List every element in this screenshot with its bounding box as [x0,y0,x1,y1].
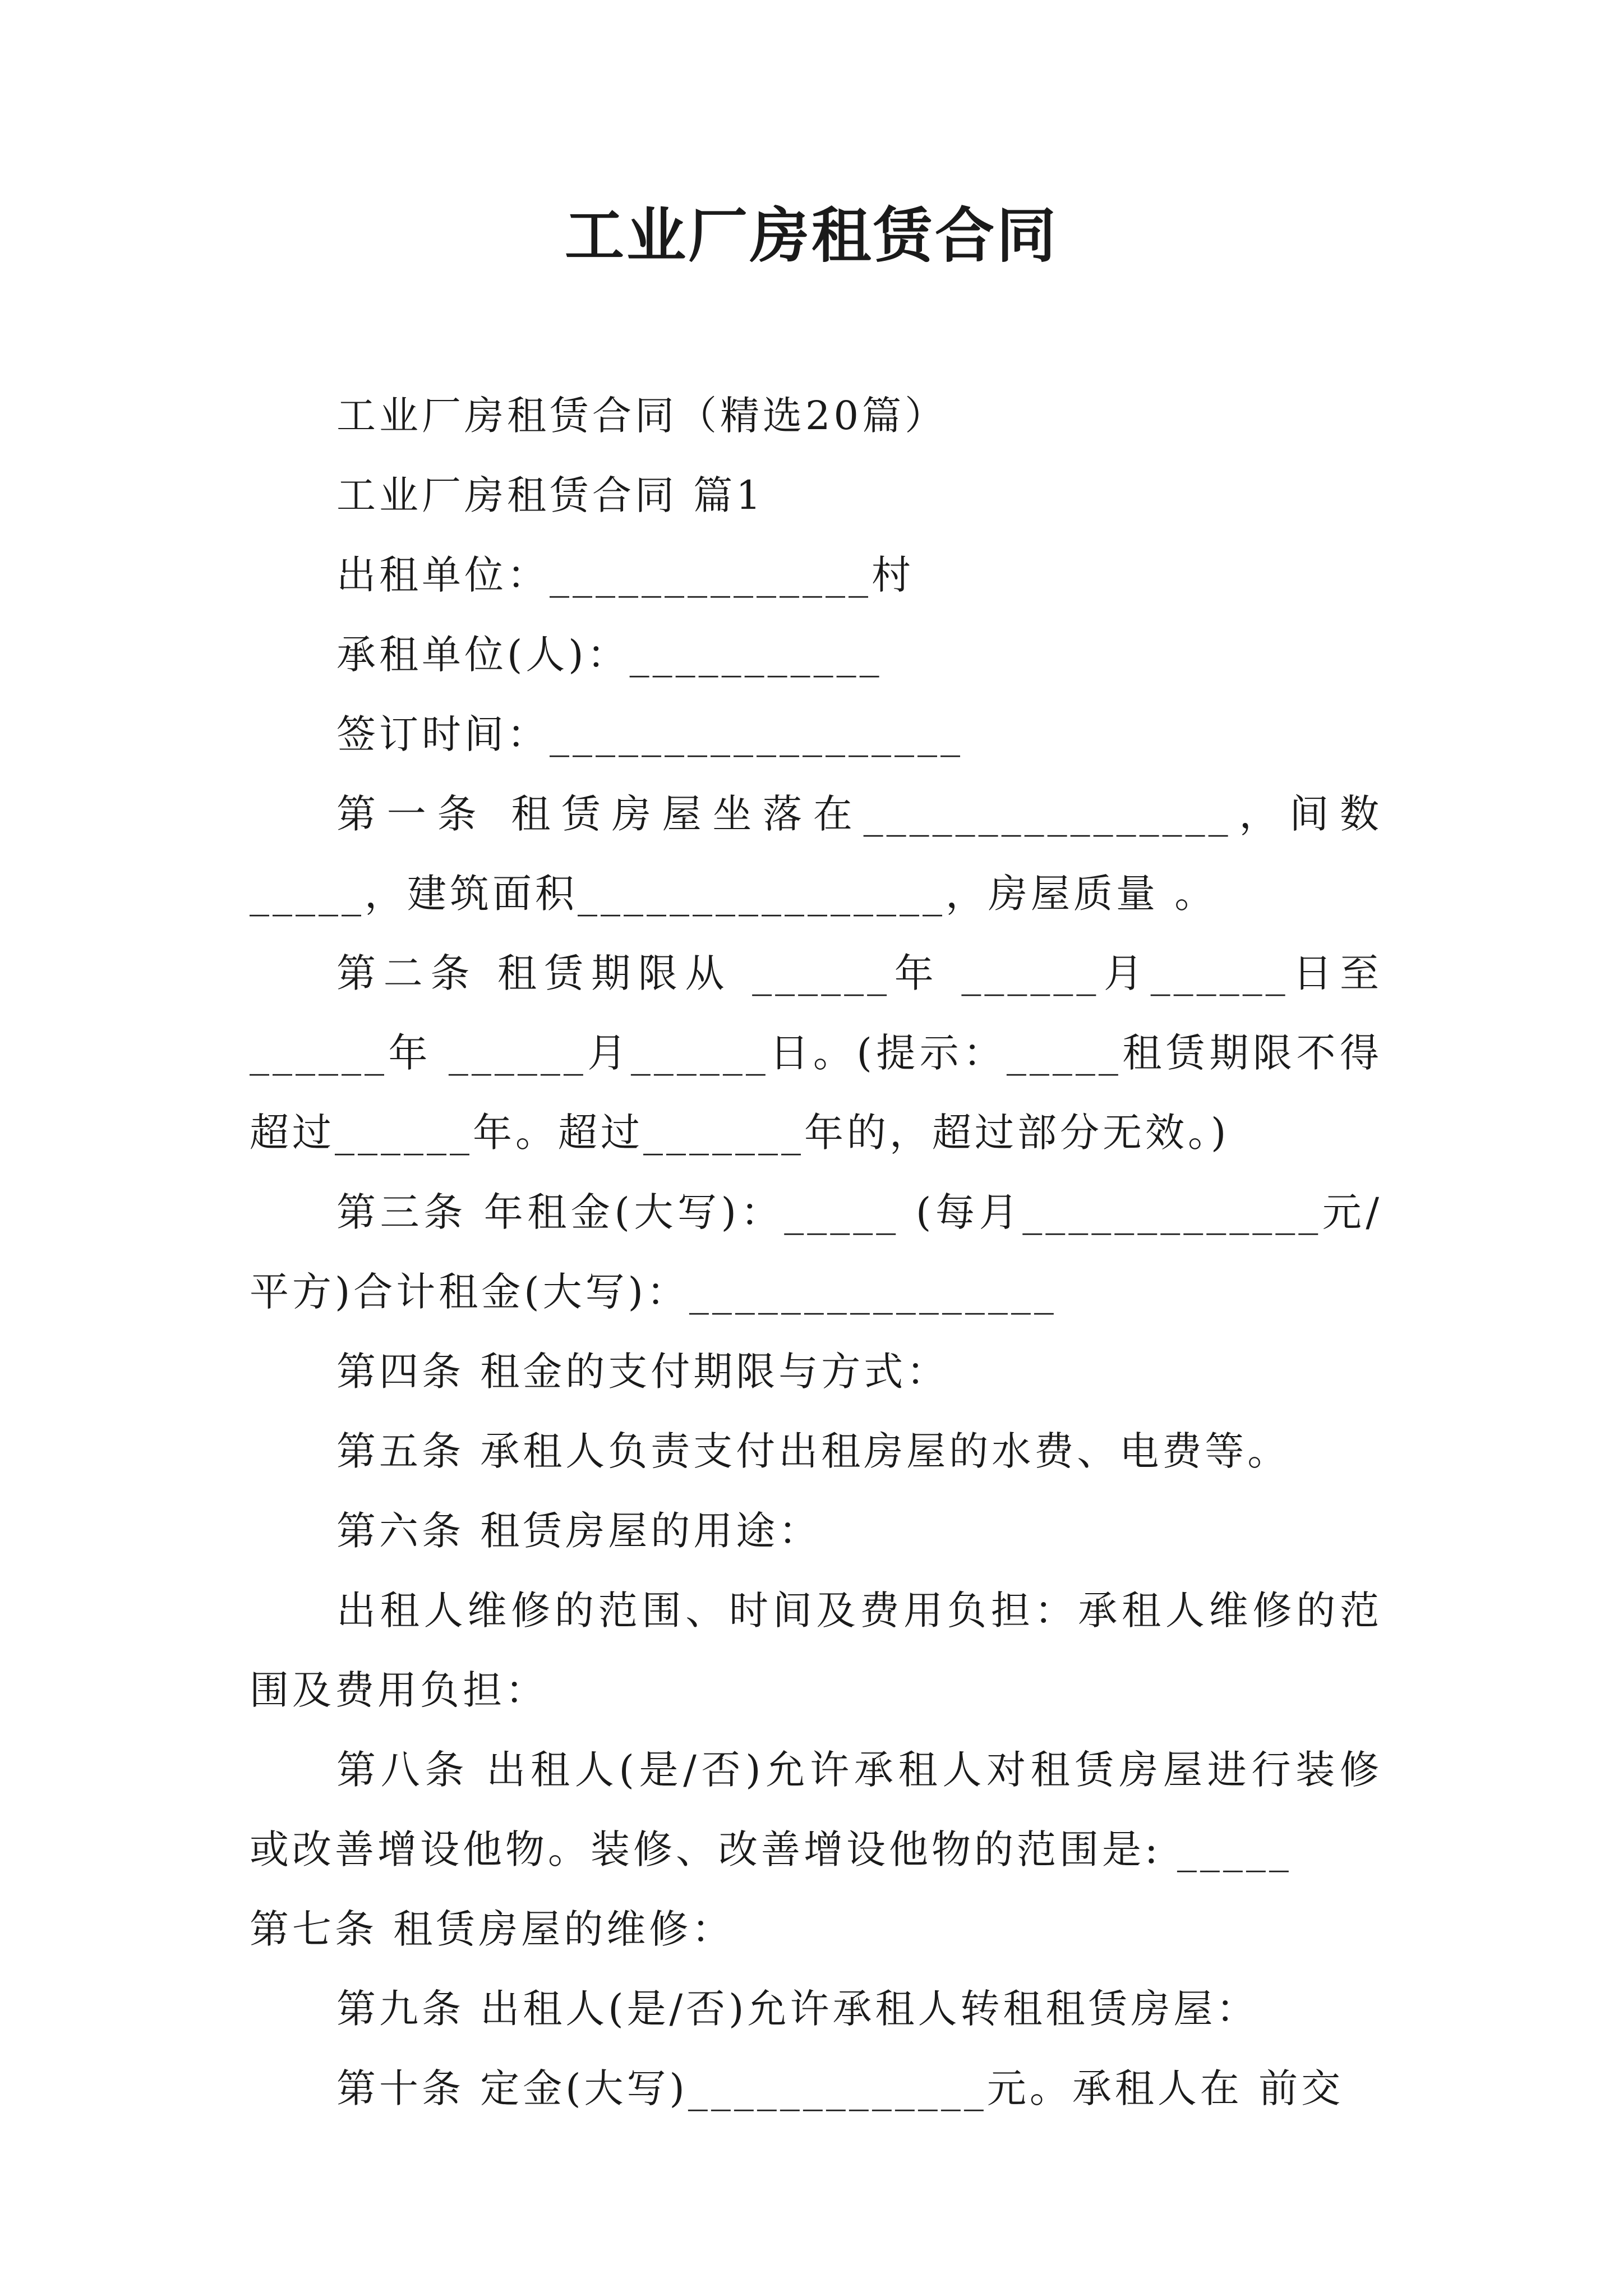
paragraph: 第九条 出租人(是/否)允许承租人转租租赁房屋： [336,1986,1259,2032]
paragraph: 签订时间：__________________ [336,711,963,757]
paragraph: 第五条 承租人负责支付出租房屋的水费、电费等。 [336,1428,1290,1474]
paragraph: 第十条 定金(大写)_____________元。承租人在 前交 [336,2065,1344,2111]
paragraph: 第四条 租金的支付期限与方式： [336,1349,949,1395]
paragraph: 第六条 租赁房屋的用途： [336,1508,822,1554]
paragraph: 出租人维修的范围、时间及费用负担：承租人维修的范围及费用负担： [250,1588,1382,1713]
paragraph: 第三条 年租金(大写)：_____ (每月_____________元/平方)合计租金(大写)：________________ [250,1189,1382,1315]
paragraph: 工业厂房租赁合同（精选20篇） [336,393,948,439]
paragraph: 出租单位：______________村 [336,552,914,598]
document-body [250,376,1382,2128]
paragraph: 承租单位(人)：___________ [336,632,883,678]
paragraph: 第二条 租赁期限从 ______年 ______月______日至 ______年 ______月______日。(提示：_____租赁期限不得超过______年。超过_______年的，超过部分无效。) [250,950,1382,1156]
paragraph: 第一条 租赁房屋坐落在________________，间数_____，建筑面积________________，房屋质量 。 [250,791,1382,917]
paragraph: 第七条 租赁房屋的维修： [250,1906,735,1952]
document-title: 工业厂房租赁合同 [565,200,1058,270]
paragraph: 第八条 出租人(是/否)允许承租人对租赁房屋进行装修或改善增设他物。装修、改善增设他物的范围是: _____ [250,1747,1382,1872]
paragraph: 工业厂房租赁合同 篇1 [336,472,764,518]
